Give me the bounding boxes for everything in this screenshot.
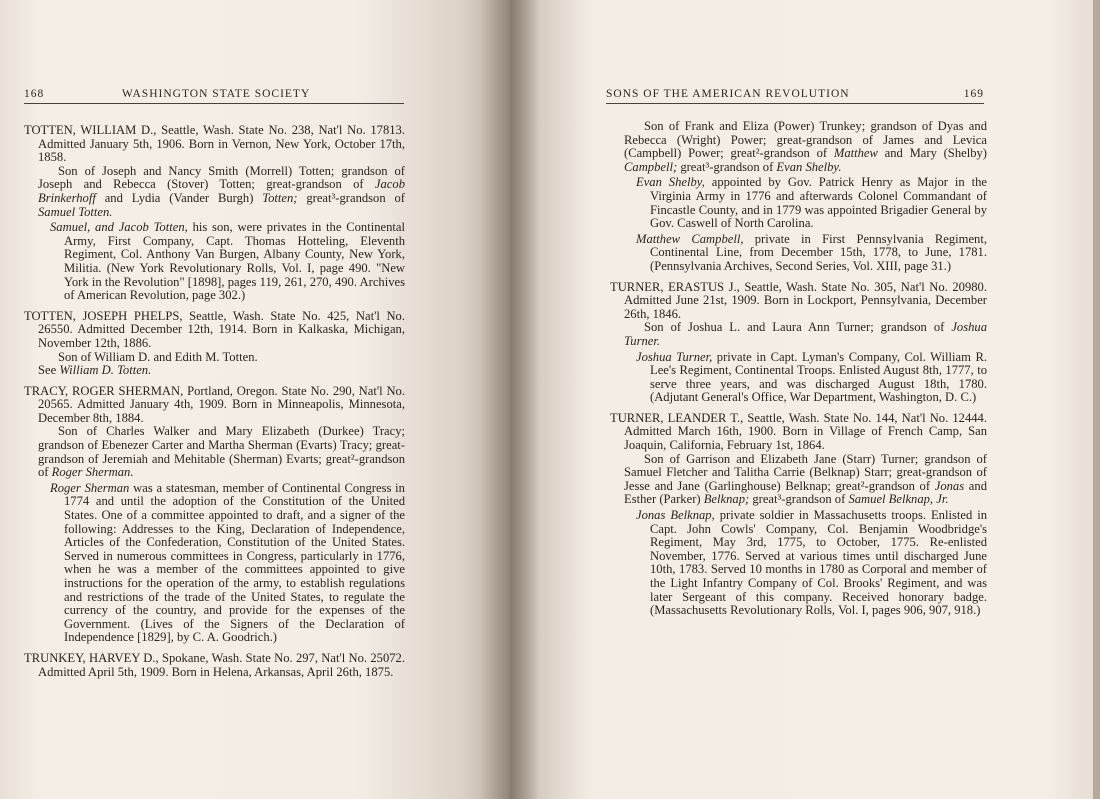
entry-head: TOTTEN, WILLIAM D., Seattle, Wash. State No. 238, Nat'l No. 17813. Admitted January 5th, 1906. Born in Vernon, New York, October 17th, 1858. [24,123,405,165]
entry-lineage [610,120,987,174]
lineage-ancestor-name: Roger Sherman. [51,465,134,480]
lineage-text: great³-grandson of [297,190,405,205]
biography-text: private in First Pennsylvania Regiment, Continental Line, from December 15th, 1778, to June, 1781. (Pennsylvania Archives, Second Series, Vol. XIII, page 31.) [650,231,988,273]
entry-biography [610,176,987,230]
lineage-text: and Mary (Shelby) [877,146,987,161]
left-page-number: 168 [24,88,45,100]
biography-name: Roger Sherman [50,480,130,495]
entry-biography [610,233,987,274]
biography-text: private in Capt. Lyman's Company, Col. William R. Lee's Regiment, Continental Troops. Enlisted August 8th, 1777, to serve three years, and was discharged August 18th, 1780. (Adjutant General's Office, War Department, Washington, D. C.) [650,349,987,405]
entry-head: TURNER, ERASTUS J., Seattle, Wash. State No. 305, Nat'l No. 20980. Admitted June 21st, 1909. Born in Lockport, Pennsylvania, December 26th, 1846. [610,279,987,321]
biography-text: appointed by Gov. Patrick Henry as Major in the Virginia Army in 1776 and afterwards Colonel Commandant of Fincastle County, and in 1779 was appointed Brigadier General by Gov. Caswell of North Carolina. [650,175,987,231]
lineage-text: and Lydia (Vander Burgh) [95,190,263,205]
lineage-text: Son of Joseph and Nancy Smith (Morrell) Totten; grandson of Joseph and Rebecca (Stover) Totten; great-grandson of [38,163,405,192]
lineage-text: Son of Charles Walker and Mary Elizabeth (Durkee) Tracy; grandson of Ebenezer Carter and Martha Sherman (Evarts) Tracy; great-grandson of Jeremiah and Mehitable (Sherman) Evarts; great²-grandson of [38,424,405,480]
biography-text: was a statesman, member of Continental Congress in 1774 and until the adoption of the Constitution of the United States. One of a committee appointed to draft, and a signer of the following: Addresses to the King, Declaration of Independence, Articles of the Confederation, Constitution of the United States. Served in numerous committees in Congress, particularly in 1776, when he was a member of the committees appointed to give instructions for the operation of the army, to establish regulations and restrictions of the trade of the United States, to regulate the currency of the country, and provide for the expenses of the Government. (Lives of the Signers of the Declaration of Independence [1829], by C. A. Goodrich.) [64,480,405,645]
biography-name: Joshua Turner, [636,349,713,364]
entry-biography [24,482,405,645]
entry-totten-joseph [24,310,405,378]
entry-see-reference [24,364,405,378]
biography-text: his son, were privates in the Continental Army, First Company, Capt. Thomas Hotteling, Eleventh Regiment, Col. Anthony Van Burgen, Albany County, New York, Militia. (New York Revolutionary Rolls, Vol. I, page 490. "New York in the Revolution" [1898], pages 119, 261, 270, 490. Archives of American Revolution, page 302.) [64,220,405,303]
entry-lineage: Son of William D. and Edith M. Totten. [58,349,258,364]
left-page [0,0,510,799]
entry-totten-william [24,124,405,303]
entry-turner-leander [610,412,987,618]
right-running-head [606,88,984,104]
entry-lineage [610,321,987,348]
lineage-text: great³-grandson of [677,159,777,174]
entry-tracy-roger [24,385,405,645]
entry-biography [610,509,987,618]
entry-lineage [24,165,405,219]
lineage-ancestor-name: Samuel Totten. [38,204,113,219]
entry-head: TRACY, ROGER SHERMAN, Portland, Oregon. State No. 290, Nat'l No. 20565. Admitted January 4th, 1909. Born in Minneapolis, Minnesota, December 8th, 1884. [24,383,405,425]
page-edge [1093,0,1100,799]
lineage-ancestor-name: Jacob Brinkerhoff [38,177,405,205]
entry-trunkey-harvey [24,652,405,679]
biography-name: Samuel, and Jacob Totten, [50,220,188,235]
lineage-ancestor-name: Jonas [934,478,965,493]
entry-head: TOTTEN, JOSEPH PHELPS, Seattle, Wash. State No. 425, Nat'l No. 26550. Admitted December 12th, 1914. Born in Kalkaska, Michigan, November 12th, 1886. [24,308,405,350]
entry-turner-erastus [610,281,987,405]
book-gutter-shadow [480,0,540,799]
entry-head: TURNER, LEANDER T., Seattle, Wash. State No. 144, Nat'l No. 12444. Admitted March 16th, 1900. Born in Village of French Camp, San Joaquin, California, February 1st, 1864. [610,410,987,453]
left-running-head-title: WASHINGTON STATE SOCIETY [121,88,311,100]
lineage-ancestor-name: Samuel Belknap, Jr. [848,492,949,507]
lineage-ancestor-name: Belknap; [703,492,750,507]
lineage-ancestor-name: Campbell; [624,159,678,174]
lineage-text: Son of Frank and Eliza (Power) Trunkey; grandson of Dyas and Rebecca (Wright) Power; great-grandson of James and Levica (Campbell) Power; great²-grandson of [624,119,987,161]
lineage-ancestor-name: Evan Shelby. [776,159,842,174]
entry-trunkey-continued [610,120,987,274]
entry-lineage [24,425,405,479]
lineage-text: great³-grandson of [749,492,849,507]
lineage-ancestor-name: Joshua Turner. [624,320,987,348]
right-page-number: 169 [963,88,984,100]
right-column [610,120,987,625]
lineage-text: and Esther (Parker) [624,478,987,507]
see-name: William D. Totten. [59,363,152,378]
right-page [510,0,1095,799]
entry-head: TRUNKEY, HARVEY D., Spokane, Wash. State No. 297, Nat'l No. 25072. Admitted April 5th, 1909. Born in Helena, Arkansas, April 26th, 1875. [24,650,405,679]
biography-text: private soldier in Massachusetts troops. Enlisted in Capt. John Cowls' Company, Col. Benjamin Woodbridge's Regiment, May 3rd, 1775, to October, 1775. Re-enlisted November, 1776. Served at various times until discharged June 10th, 1783. Served 10 months in 1780 as Corporal and member of the Light Infantry Company of Col. Brooks' Regiment, and was later Sergeant of this company. Received honorary badge. (Massachusetts Revolutionary Rolls, Vol. I, pages 906, 907, 918.) [650,508,987,618]
entry-biography [24,221,405,303]
lineage-ancestor-name: Matthew [833,146,878,161]
entry-biography [610,351,987,405]
left-running-head [24,88,404,104]
lineage-text: Son of Garrison and Elizabeth Jane (Starr) Turner; grandson of Samuel Fletcher and Talitha Carrie (Belknap) Starr; great-grandson of Jesse and Jane (Garlinghouse) Belknap; great²-grandson of [624,451,987,493]
lineage-ancestor-name: Totten; [262,190,298,205]
entry-lineage [610,453,987,507]
see-prefix: See [38,363,60,378]
biography-name: Jonas Belknap, [636,508,715,523]
left-column [24,124,405,686]
lineage-text: Son of Joshua L. and Laura Ann Turner; grandson of [644,320,952,335]
right-running-head-title: SONS OF THE AMERICAN REVOLUTION [606,88,850,100]
biography-name: Matthew Campbell, [636,231,744,246]
biography-name: Evan Shelby, [636,175,705,190]
